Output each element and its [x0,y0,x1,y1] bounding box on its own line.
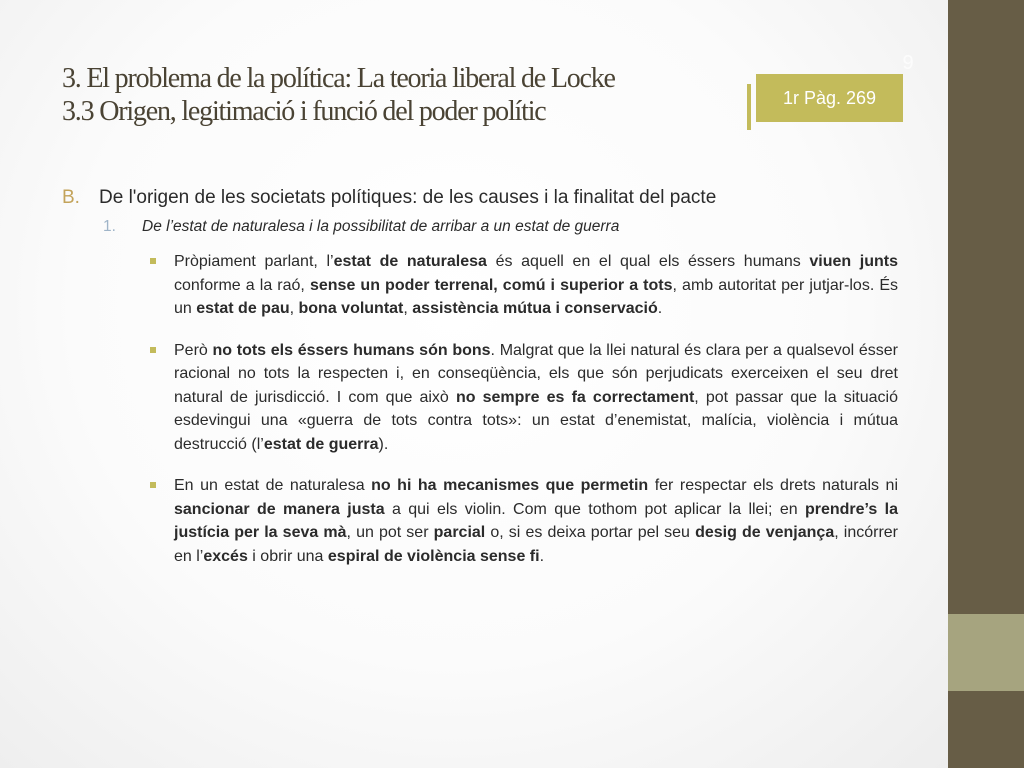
section-heading [62,184,898,212]
bold-text-run: desig de venjança [695,524,835,541]
bold-text-run: estat de naturalesa [333,253,487,270]
bullet-paragraph [174,474,898,568]
bold-text-run: no sempre es fa correctament [455,388,695,406]
subsection-heading [62,216,898,238]
slide-title-line-1: 3. El problema de la política: La teoria liberal de Locke [62,63,615,94]
bold-text-run: no hi ha mecanismes que permetin [371,477,649,494]
bullet-paragraph [174,339,898,457]
text-run: . Malgrat que la llei natural és clara per a qualsevol ésser racional no tots la respecten i, en conseqüència, els que són perjudicats exerceixen el seu dret natural de jurisdicció. I com que això [174,341,899,406]
text-run: i obrir una [247,547,328,565]
text-run: conforme a la raó, [174,276,310,294]
text-run: Però [174,341,213,359]
section-text: De l'origen de les societats polítiques: de les causes i la finalitat del pacte [99,187,717,208]
slide-title-line-2: 3.3 Origen, legitimació i funció del poder polític [62,96,546,127]
page-ref-accent-bar [747,84,751,130]
text-run: Pròpiament parlant, l’ [174,253,334,270]
text-run: , pot passar que la situació esdevingui una «guerra de tots contra tots»: un estat d’enemistat, malícia, violència i mútua destrucció (l’ [174,388,898,453]
page-reference-badge: 1r Pàg. 269 [756,74,903,122]
square-bullet-icon [150,482,156,488]
bold-text-run: viuen junts [809,253,899,270]
bold-text-run: prendre’s la justícia per la seva mà [174,500,899,541]
bold-text-run: assistència mútua i conservació [412,300,658,317]
text-run: és aquell en el qual els éssers humans [486,253,810,270]
bold-text-run: excés [203,547,248,565]
slide-title [62,62,742,128]
slide-number: 9 [902,52,914,74]
bold-text-run: estat de pau [196,300,290,317]
square-bullet-icon [150,258,156,264]
bold-text-run: parcial [433,524,486,541]
text-run: fer respectar els drets naturals ni [648,477,899,494]
text-run: En un estat de naturalesa [174,477,372,494]
text-run: , incórrer en l’ [174,524,899,565]
bold-text-run: sense un poder terrenal, comú i superior a tots [309,276,673,294]
subsection-text: De l’estat de naturalesa i la possibilitat de arribar a un estat de guerra [142,218,620,235]
bullet-paragraph [174,250,898,321]
bold-text-run: no tots els éssers humans són bons [212,341,491,359]
text-run: o, si es deixa portar pel seu [485,524,696,541]
text-run: . [657,300,663,317]
bold-text-run: espiral de violència sense fi [327,547,540,565]
bold-text-run: bona voluntat [298,300,404,317]
text-run: , amb autoritat per jutjar-los. És un [174,276,899,317]
text-run: , [289,300,299,317]
text-run: , [403,300,413,317]
slide-content [62,184,898,568]
text-run: a qui els violin. Com que tothom pot aplicar la llei; en [384,500,805,518]
text-run: . [539,547,545,565]
text-run: , un pot ser [346,524,434,541]
subsection-marker: 1. [103,218,116,235]
right-decor-band-accent [948,614,1024,691]
text-run: ). [378,435,389,453]
bold-text-run: estat de guerra [263,435,379,453]
square-bullet-icon [150,347,156,353]
section-marker: B. [62,187,80,208]
bold-text-run: sancionar de manera justa [174,500,385,518]
